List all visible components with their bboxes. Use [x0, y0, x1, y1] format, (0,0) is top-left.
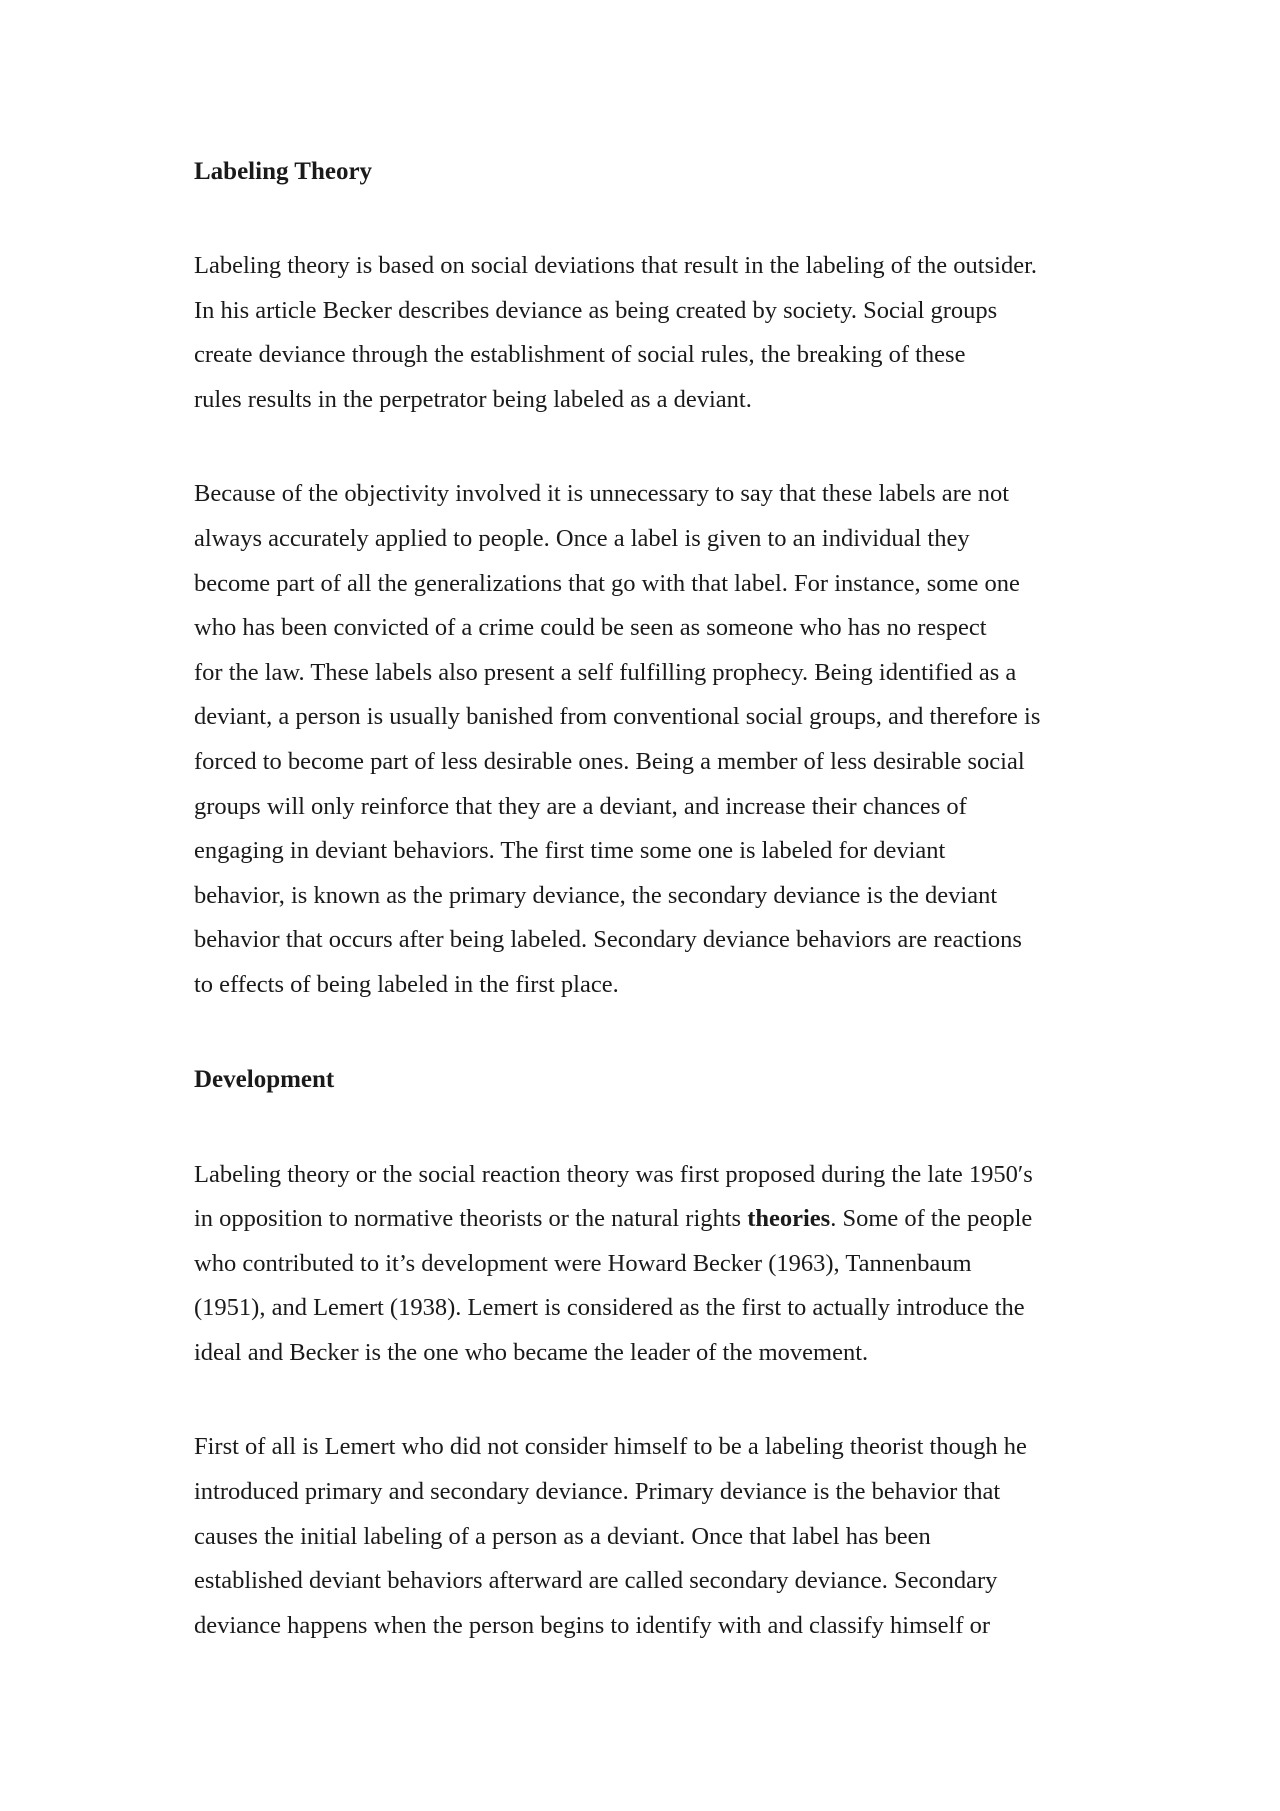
- paragraph-development-history: [194, 1153, 1114, 1376]
- document-body: [194, 150, 1114, 1648]
- text-line: who has been convicted of a crime could be seen as someone who has no respect: [194, 614, 987, 642]
- text-line: create deviance through the establishment of social rules, the breaking of these: [194, 341, 966, 369]
- text-line: established deviant behaviors afterward are called secondary deviance. Secondary: [194, 1567, 998, 1595]
- text-line: deviant, a person is usually banished from conventional social groups, and therefore is: [194, 703, 1041, 731]
- paragraph-labeling-intro: [194, 244, 1114, 422]
- text-line: engaging in deviant behaviors. The first time some one is labeled for deviant: [194, 837, 946, 865]
- text-line: First of all is Lemert who did not consider himself to be a labeling theorist though he: [194, 1433, 1027, 1461]
- text-line: rules results in the perpetrator being labeled as a deviant.: [194, 385, 752, 413]
- text-line: become part of all the generalizations that go with that label. For instance, some one: [194, 569, 1020, 597]
- section-heading-development: Development: [194, 1065, 335, 1093]
- text-run: . Some of the people: [830, 1205, 1033, 1233]
- text-line: to effects of being labeled in the first place.: [194, 970, 619, 998]
- text-line: forced to become part of less desirable ones. Being a member of less desirable social: [194, 747, 1025, 775]
- paragraph-labeling-objectivity: [194, 472, 1114, 1007]
- text-line: (1951), and Lemert (1938). Lemert is considered as the first to actually introduce the: [194, 1294, 1025, 1322]
- text-run: in opposition to normative theorists or the natural rights: [194, 1205, 748, 1233]
- text-line: who contributed to it’s development were Howard Becker (1963), Tannenbaum: [194, 1249, 972, 1277]
- text-line-with-bold: [194, 1197, 1114, 1242]
- text-line: introduced primary and secondary deviance. Primary deviance is the behavior that: [194, 1478, 1001, 1506]
- text-line: behavior, is known as the primary deviance, the secondary deviance is the deviant: [194, 881, 998, 909]
- text-line: Because of the objectivity involved it is unnecessary to say that these labels are not: [194, 480, 1010, 508]
- bold-term-theories: theories: [747, 1205, 831, 1233]
- text-line: causes the initial labeling of a person as a deviant. Once that label has been: [194, 1522, 931, 1550]
- text-line: groups will only reinforce that they are a deviant, and increase their chances of: [194, 792, 967, 820]
- section-heading-labeling-theory: Labeling Theory: [194, 158, 373, 185]
- text-line: Labeling theory is based on social deviations that result in the labeling of the outsider.: [194, 252, 1038, 279]
- text-line: deviance happens when the person begins to identify with and classify himself or: [194, 1611, 991, 1639]
- paragraph-lemert: [194, 1425, 1114, 1648]
- text-line: for the law. These labels also present a self fulfilling prophecy. Being identified as a: [194, 658, 1017, 686]
- text-line: behavior that occurs after being labeled. Secondary deviance behaviors are reactions: [194, 926, 1022, 954]
- text-line: Labeling theory or the social reaction theory was first proposed during the late 1950′s: [194, 1160, 1033, 1188]
- text-line: always accurately applied to people. Once a label is given to an individual they: [194, 524, 970, 552]
- text-line: ideal and Becker is the one who became the leader of the movement.: [194, 1338, 869, 1366]
- text-line: In his article Becker describes deviance as being created by society. Social groups: [194, 296, 998, 324]
